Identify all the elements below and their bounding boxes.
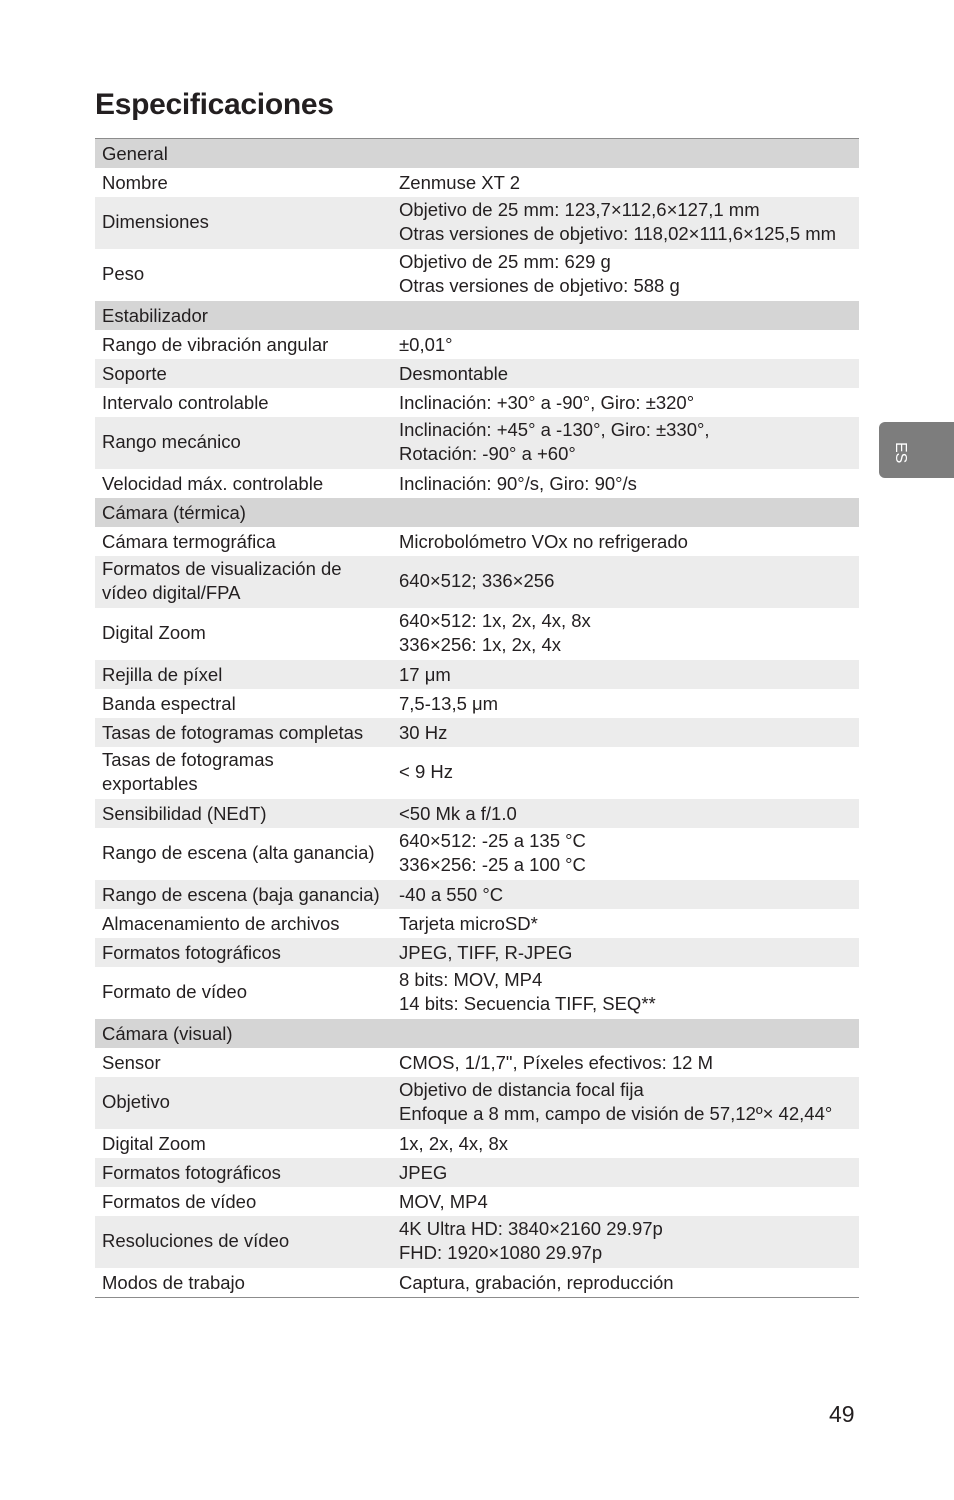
spec-label: Velocidad máx. controlable — [95, 469, 392, 498]
spec-label: Rango mecánico — [95, 417, 392, 469]
spec-label: Sensibilidad (NEdT) — [95, 799, 392, 828]
spec-label: Almacenamiento de archivos — [95, 909, 392, 938]
spec-label: Peso — [95, 249, 392, 301]
page-number: 49 — [829, 1401, 855, 1427]
spec-label: Formatos fotográficos — [95, 1158, 392, 1187]
spec-value — [392, 168, 859, 197]
spec-row — [95, 718, 859, 747]
spec-label: Rango de escena (alta ganancia) — [95, 828, 392, 880]
spec-value — [392, 909, 859, 938]
spec-value-line: Microbolómetro VOx no refrigerado — [399, 530, 688, 552]
section-header-row — [95, 301, 859, 330]
spec-label: Dimensiones — [95, 197, 392, 249]
spec-value-line: Objetivo de 25 mm: 629 g — [399, 251, 611, 272]
spec-row — [95, 1268, 859, 1298]
spec-value — [392, 1187, 859, 1216]
spec-label-line: exportables — [102, 773, 198, 794]
spec-label-line: Tasas de fotogramas — [102, 749, 274, 770]
language-tab[interactable] — [879, 422, 954, 478]
spec-row — [95, 938, 859, 967]
spec-row — [95, 359, 859, 388]
section-empty-cell — [392, 139, 859, 169]
spec-value-line: -40 a 550 °C — [399, 883, 504, 905]
page-title: Especificaciones — [95, 88, 334, 121]
spec-label — [95, 556, 392, 608]
spec-row — [95, 1048, 859, 1077]
spec-value — [392, 197, 859, 249]
spec-label: Intervalo controlable — [95, 388, 392, 417]
spec-value-line: 8 bits: MOV, MP4 — [399, 969, 543, 990]
spec-row — [95, 1158, 859, 1187]
spec-value — [392, 469, 859, 498]
spec-row — [95, 799, 859, 828]
spec-value-line: FHD: 1920×1080 29.97p — [399, 1242, 603, 1263]
spec-value — [392, 1268, 859, 1298]
spec-label: Formato de vídeo — [95, 967, 392, 1019]
spec-value-line: < 9 Hz — [399, 761, 453, 782]
specifications-table — [95, 138, 859, 1298]
spec-label: Banda espectral — [95, 689, 392, 718]
spec-value-line: Enfoque a 8 mm, campo de visión de 57,12º× 42,44° — [399, 1103, 833, 1124]
section-title: Estabilizador — [95, 301, 392, 330]
spec-value — [392, 938, 859, 967]
spec-row — [95, 1129, 859, 1158]
spec-value — [392, 527, 859, 556]
spec-value — [392, 967, 859, 1019]
spec-value-line: 336×256: -25 a 100 °C — [399, 854, 586, 875]
spec-value-line: Captura, grabación, reproducción — [399, 1271, 674, 1293]
spec-row — [95, 608, 859, 660]
spec-label: Formatos fotográficos — [95, 938, 392, 967]
spec-value-line: Inclinación: +45° a -130°, Giro: ±330°, — [399, 419, 710, 440]
spec-label: Rejilla de píxel — [95, 660, 392, 689]
spec-value-line: Rotación: -90° a +60° — [399, 443, 576, 464]
spec-row — [95, 909, 859, 938]
spec-value-line: MOV, MP4 — [399, 1190, 488, 1212]
section-empty-cell — [392, 301, 859, 330]
spec-row — [95, 388, 859, 417]
spec-value — [392, 828, 859, 880]
spec-label: Cámara termográfica — [95, 527, 392, 556]
spec-value — [392, 1077, 859, 1129]
spec-value-line: 640×512; 336×256 — [399, 570, 555, 591]
spec-row — [95, 880, 859, 909]
spec-value-line: Tarjeta microSD* — [399, 912, 538, 934]
spec-row — [95, 469, 859, 498]
spec-row — [95, 828, 859, 880]
section-header-row — [95, 1019, 859, 1048]
spec-label: Soporte — [95, 359, 392, 388]
spec-value-line: <50 Mk a f/1.0 — [399, 802, 517, 824]
spec-label-line: Formatos de visualización de — [102, 558, 342, 579]
spec-value — [392, 330, 859, 359]
spec-label: Digital Zoom — [95, 608, 392, 660]
spec-label: Objetivo — [95, 1077, 392, 1129]
spec-value — [392, 718, 859, 747]
spec-value — [392, 1216, 859, 1268]
spec-value — [392, 388, 859, 417]
spec-row — [95, 747, 859, 799]
spec-row — [95, 197, 859, 249]
spec-row — [95, 1187, 859, 1216]
spec-row — [95, 660, 859, 689]
spec-label: Digital Zoom — [95, 1129, 392, 1158]
spec-value-line: 17 μm — [399, 663, 451, 685]
spec-label: Nombre — [95, 168, 392, 197]
section-title: Cámara (visual) — [95, 1019, 392, 1048]
language-tab-label: ES — [892, 442, 909, 464]
spec-value-line: 640×512: -25 a 135 °C — [399, 830, 586, 851]
spec-value — [392, 880, 859, 909]
spec-value-line: Zenmuse XT 2 — [399, 171, 520, 193]
spec-value-line: 4K Ultra HD: 3840×2160 29.97p — [399, 1218, 663, 1239]
spec-row — [95, 330, 859, 359]
spec-value — [392, 1048, 859, 1077]
spec-value-line: 7,5-13,5 μm — [399, 692, 499, 714]
spec-row — [95, 249, 859, 301]
spec-label: Rango de vibración angular — [95, 330, 392, 359]
spec-row — [95, 417, 859, 469]
spec-row — [95, 527, 859, 556]
spec-value-line: 1x, 2x, 4x, 8x — [399, 1132, 508, 1154]
spec-value-line: ±0,01° — [399, 333, 453, 355]
spec-value-line: 30 Hz — [399, 721, 448, 743]
spec-value — [392, 1158, 859, 1187]
spec-value — [392, 608, 859, 660]
spec-row — [95, 1077, 859, 1129]
spec-value — [392, 660, 859, 689]
spec-row — [95, 168, 859, 197]
spec-value-line: Otras versiones de objetivo: 118,02×111,6×125,5 mm — [399, 223, 837, 244]
section-empty-cell — [392, 1019, 859, 1048]
spec-label: Modos de trabajo — [95, 1268, 392, 1298]
spec-label: Resoluciones de vídeo — [95, 1216, 392, 1268]
spec-label: Formatos de vídeo — [95, 1187, 392, 1216]
spec-value — [392, 747, 859, 799]
section-header-row — [95, 498, 859, 527]
spec-value — [392, 556, 859, 608]
section-empty-cell — [392, 498, 859, 527]
spec-value-line: 640×512: 1x, 2x, 4x, 8x — [399, 610, 591, 631]
spec-label: Sensor — [95, 1048, 392, 1077]
spec-value-line: 14 bits: Secuencia TIFF, SEQ** — [399, 993, 656, 1014]
spec-value-line: Otras versiones de objetivo: 588 g — [399, 275, 680, 296]
spec-value-line: Desmontable — [399, 362, 509, 384]
spec-label-line: vídeo digital/FPA — [102, 582, 241, 603]
spec-row — [95, 1216, 859, 1268]
spec-value — [392, 359, 859, 388]
spec-value-line: CMOS, 1/1,7", Píxeles efectivos: 12 M — [399, 1051, 713, 1073]
spec-row — [95, 967, 859, 1019]
section-title: Cámara (térmica) — [95, 498, 392, 527]
spec-row — [95, 689, 859, 718]
section-title: General — [95, 139, 392, 169]
spec-value — [392, 689, 859, 718]
spec-value-line: Objetivo de 25 mm: 123,7×112,6×127,1 mm — [399, 199, 760, 220]
spec-value — [392, 417, 859, 469]
spec-label — [95, 747, 392, 799]
specifications-table-body — [95, 139, 859, 1298]
spec-row — [95, 556, 859, 608]
spec-value — [392, 799, 859, 828]
spec-value-line: JPEG — [399, 1161, 448, 1183]
spec-label: Tasas de fotogramas completas — [95, 718, 392, 747]
spec-label: Rango de escena (baja ganancia) — [95, 880, 392, 909]
spec-value-line: Inclinación: 90°/s, Giro: 90°/s — [399, 472, 637, 494]
spec-value-line: JPEG, TIFF, R-JPEG — [399, 941, 573, 963]
spec-value — [392, 1129, 859, 1158]
section-header-row — [95, 139, 859, 169]
spec-value — [392, 249, 859, 301]
spec-value-line: Inclinación: +30° a -90°, Giro: ±320° — [399, 391, 695, 413]
spec-value-line: 336×256: 1x, 2x, 4x — [399, 634, 561, 655]
spec-value-line: Objetivo de distancia focal fija — [399, 1079, 644, 1100]
